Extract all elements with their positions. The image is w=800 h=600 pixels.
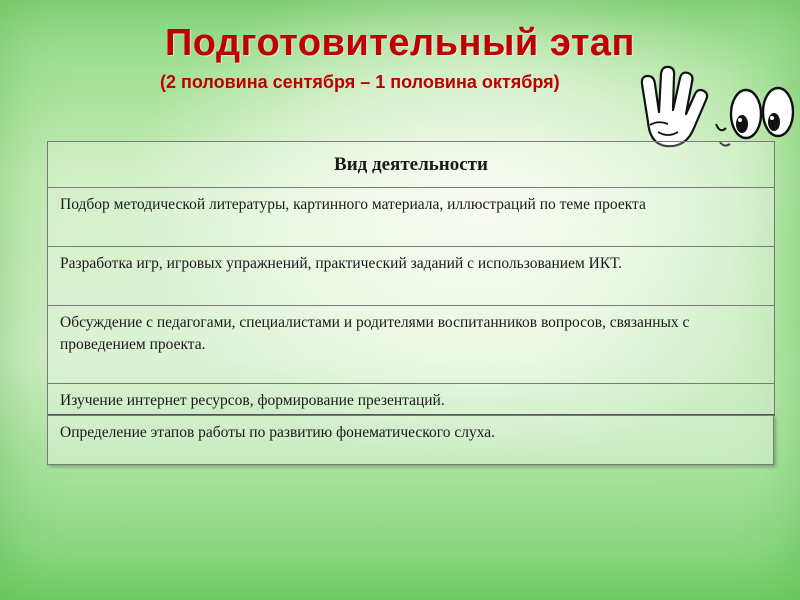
table-row: Разработка игр, игровых упражнений, практический заданий с использованием ИКТ. [47, 247, 775, 306]
table-row: Обсуждение с педагогами, специалистами и родителями воспитанников вопросов, связанных с проведением проекта. [47, 306, 775, 384]
table-row: Изучение интернет ресурсов, формирование презентаций. [47, 384, 775, 416]
slide-subtitle: (2 половина сентября – 1 половина октября) [160, 72, 560, 92]
activity-table [47, 141, 775, 465]
table-row: Определение этапов работы по развитию фонематического слуха. [47, 415, 774, 465]
slide-title: Подготовительный этап [164, 22, 636, 64]
table-header: Вид деятельности [47, 141, 775, 188]
table-row: Подбор методической литературы, картинного материала, иллюстраций по теме проекта [47, 188, 775, 247]
